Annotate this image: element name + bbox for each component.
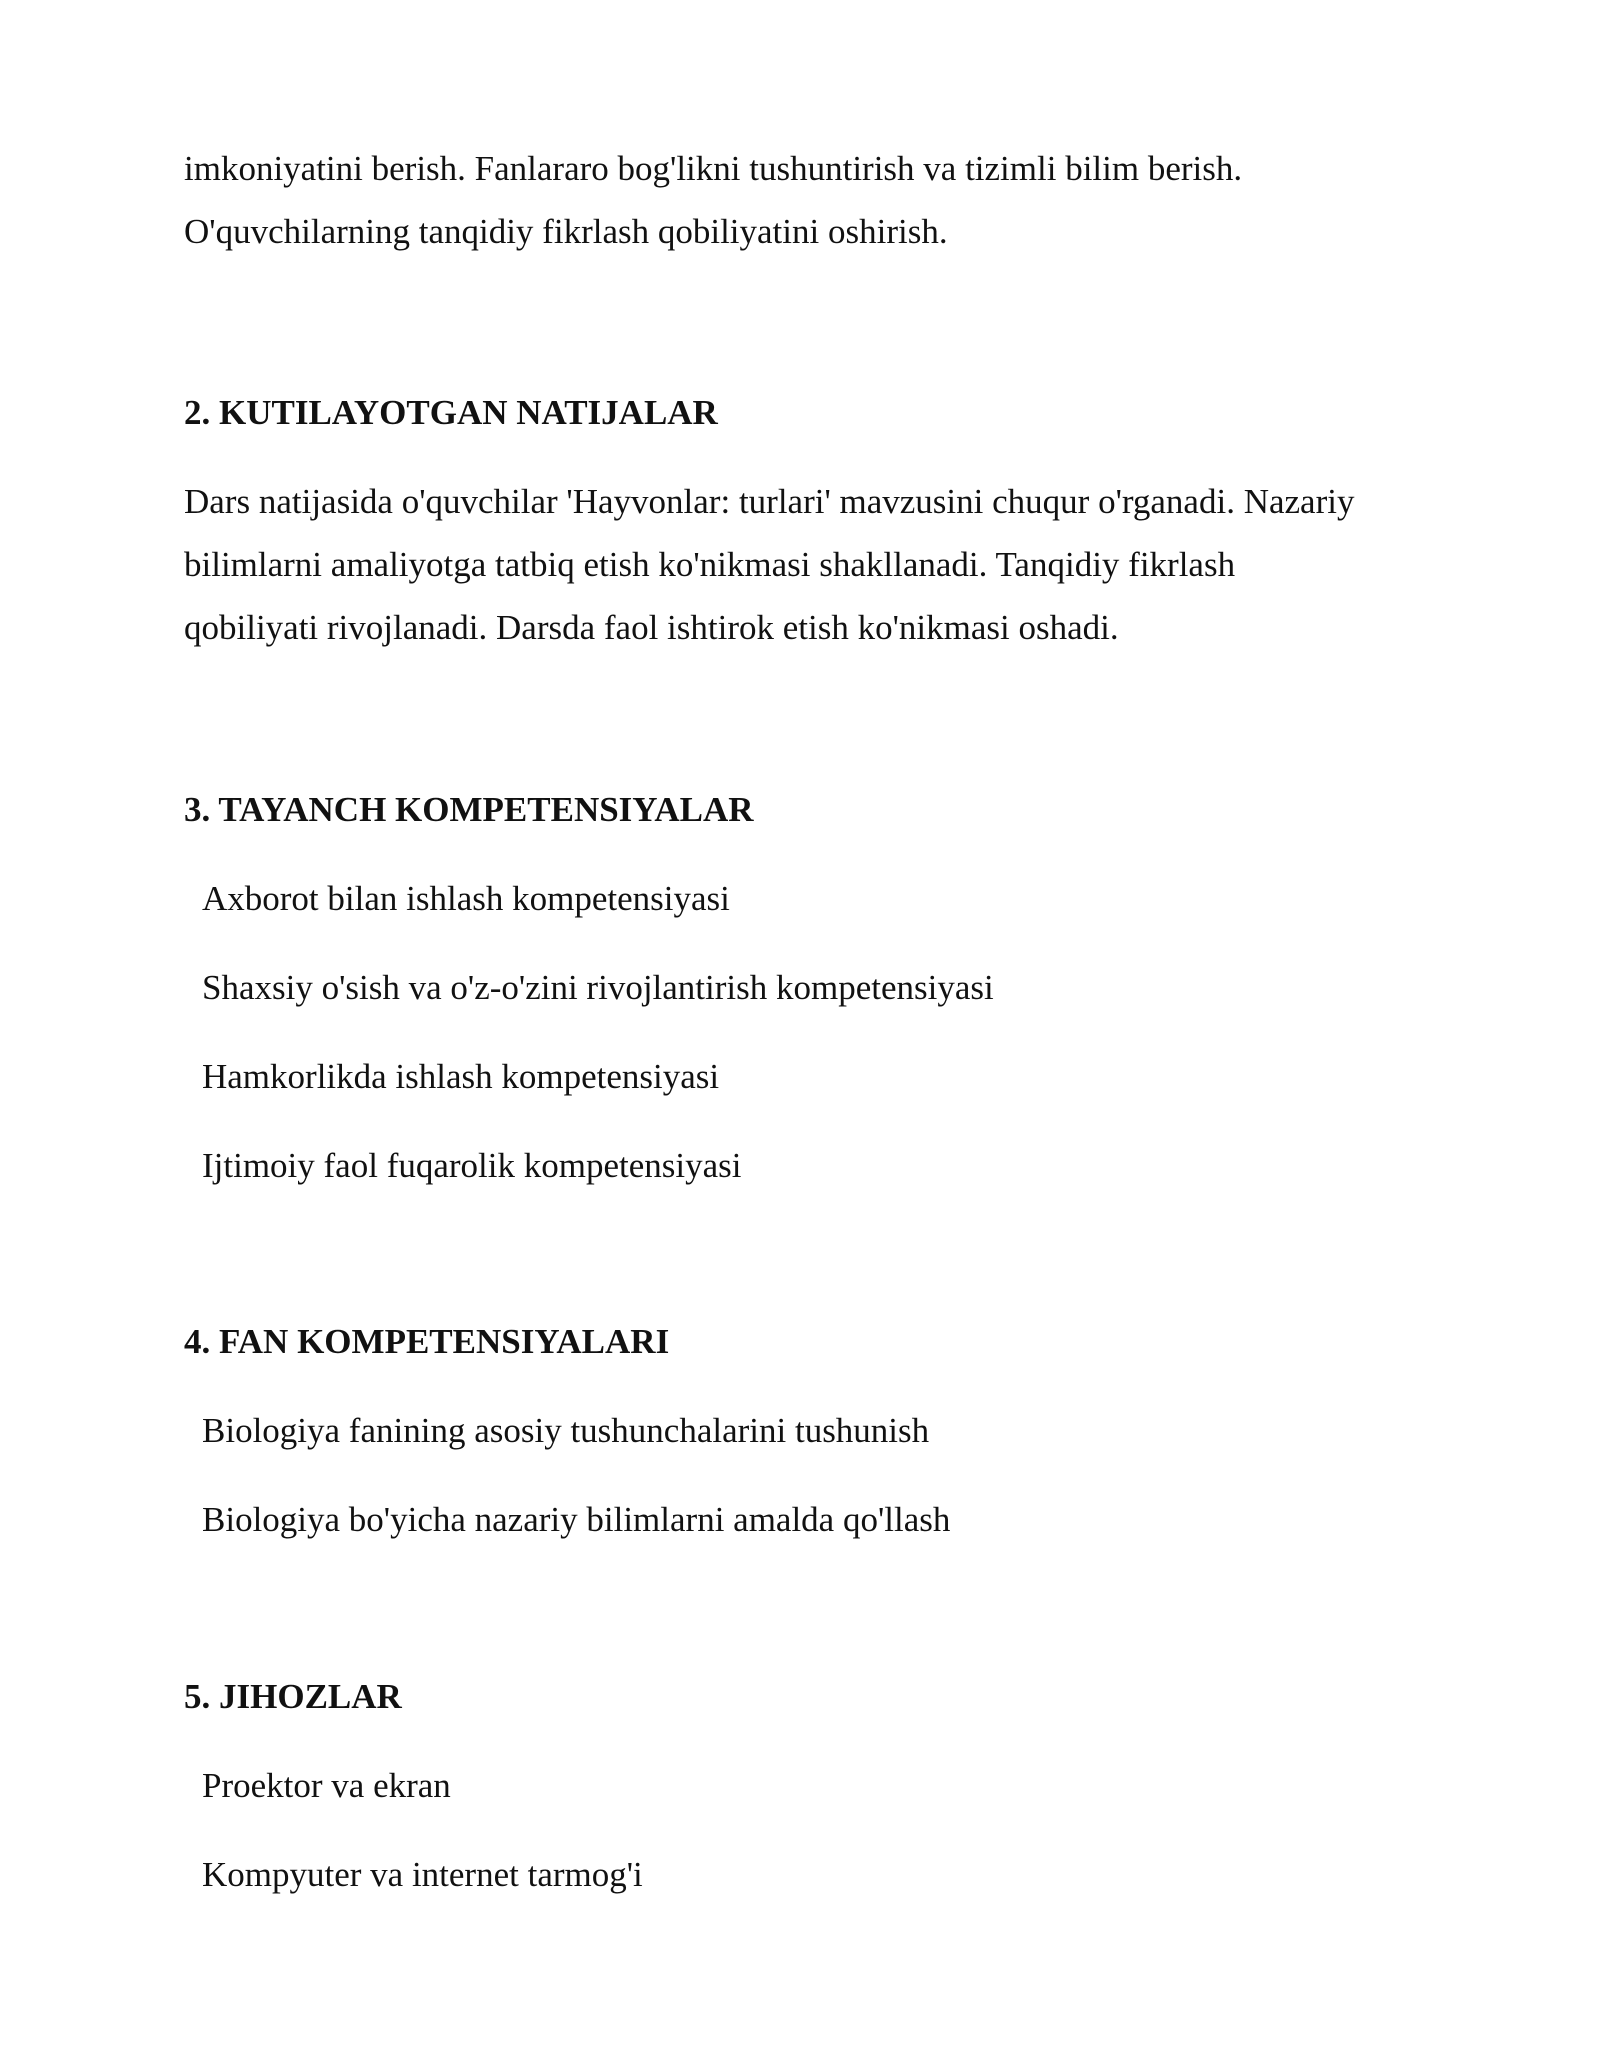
list-item: Ijtimoiy faol fuqarolik kompetensiyasi [202,1146,742,1185]
list-item: Biologiya bo'yicha nazariy bilimlarni amalda qo'llash [202,1500,951,1539]
section-heading-natijalar: 2. KUTILAYOTGAN NATIJALAR [184,393,718,432]
section-heading-jihozlar: 5. JIHOZLAR [184,1677,402,1716]
natijalar-line: qobiliyati rivojlanadi. Darsda faol ishtirok etish ko'nikmasi oshadi. [184,608,1119,647]
section-heading-fan-kompetensiyalari: 4. FAN KOMPETENSIYALARI [184,1322,670,1361]
list-item: Shaxsiy o'sish va o'z-o'zini rivojlantirish kompetensiyasi [202,968,994,1007]
list-item: Kompyuter va internet tarmog'i [202,1855,643,1894]
natijalar-paragraph [184,470,1444,659]
intro-line: O'quvchilarning tanqidiy fikrlash qobiliyatini oshirish. [184,212,948,251]
section-heading-tayanch-kompetensiyalar: 3. TAYANCH KOMPETENSIYALAR [184,790,754,829]
list-item: Hamkorlikda ishlash kompetensiyasi [202,1057,720,1096]
list-item: Proektor va ekran [202,1766,451,1805]
natijalar-line: Dars natijasida o'quvchilar 'Hayvonlar: turlari' mavzusini chuqur o'rganadi. Nazariy [184,482,1355,521]
intro-paragraph [184,137,1444,263]
intro-line: imkoniyatini berish. Fanlararo bog'likni tushuntirish va tizimli bilim berish. [184,149,1243,188]
natijalar-line: bilimlarni amaliyotga tatbiq etish ko'nikmasi shakllanadi. Tanqidiy fikrlash [184,545,1236,584]
list-item: Axborot bilan ishlash kompetensiyasi [202,879,730,918]
list-item: Biologiya fanining asosiy tushunchalarini tushunish [202,1411,930,1450]
